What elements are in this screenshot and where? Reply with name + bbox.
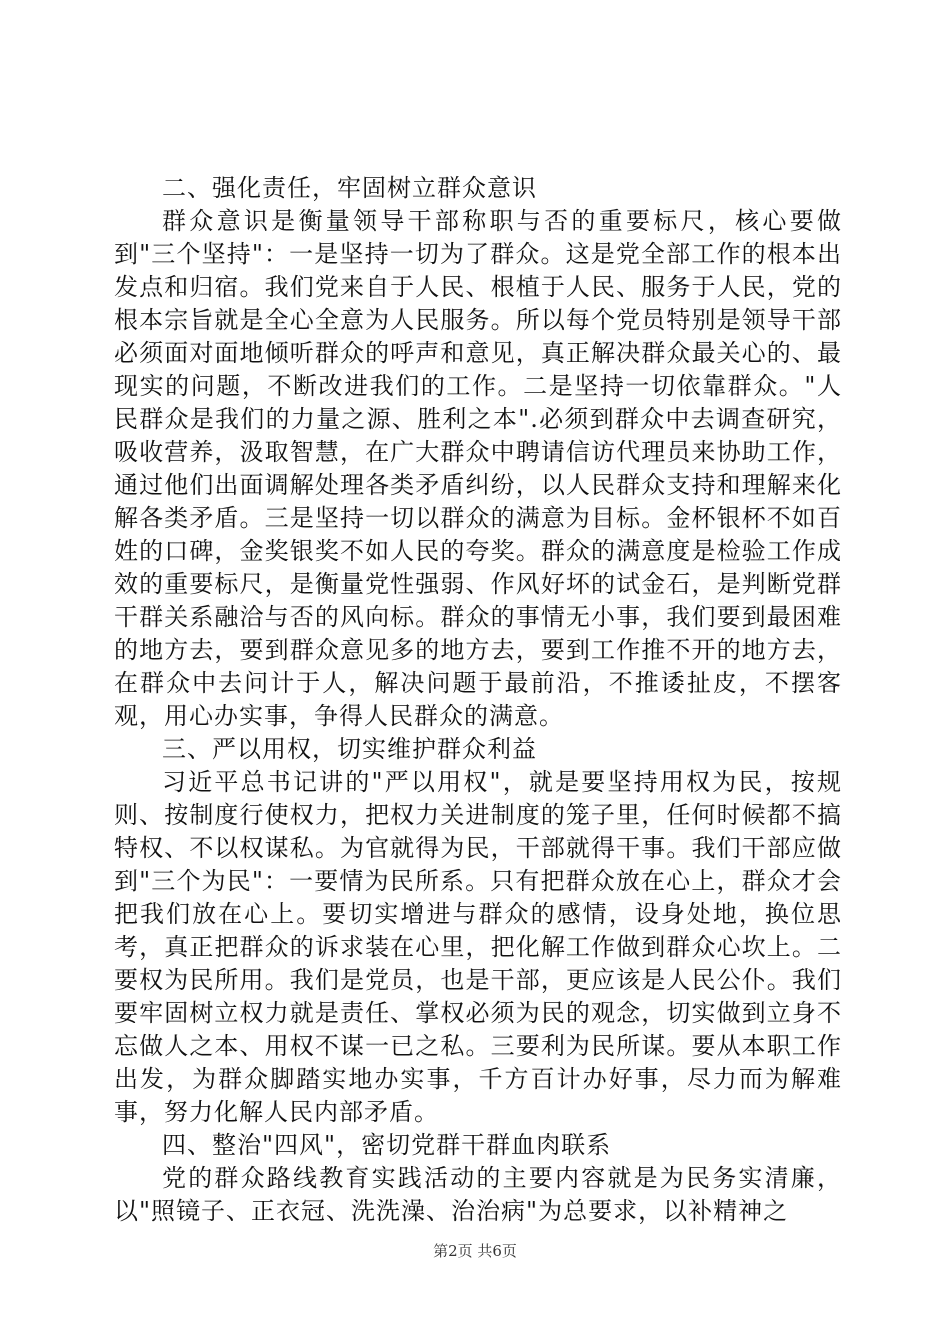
page-footer xyxy=(0,1240,950,1261)
document-body xyxy=(114,172,842,1228)
paragraph-use-of-power: 习近平总书记讲的"严以用权"，就是要坚持用权为民，按规则、按制度行使权力，把权力关进制度的笼子里，任何时候都不搞特权、不以权谋私。为官就得为民，干部就得干事。我们干部应做到"三个为民"：一要情为民所系。只有把群众放在心上，群众才会把我们放在心上。要切实增进与群众的感情，设身处地，换位思考，真正把群众的诉求装在心里，把化解工作做到群众心坎上。二要权为民所用。我们是党员，也是干部，更应该是人民公仆。我们要牢固树立权力就是责任、掌权必须为民的观念，切实做到立身不忘做人之本、用权不谋一已之私。三要利为民所谋。要从本职工作出发，为群众脚踏实地办实事，千方百计办好事，尽力而为解难事，努力化解人民内部矛盾。 xyxy=(114,768,842,1126)
section-heading-2: 二、强化责任，牢固树立群众意识 xyxy=(162,174,537,202)
paragraph-mass-awareness: 群众意识是衡量领导干部称职与否的重要标尺，核心要做到"三个坚持"：一是坚持一切为了群众。这是党全部工作的根本出发点和归宿。我们党来自于人民、根植于人民、服务于人民，党的根本宗旨就是全心全意为人民服务。所以每个党员特别是领导干部必须面对面地倾听群众的呼声和意见，真正解决群众最关心的、最现实的问题，不断改进我们的工作。二是坚持一切依靠群众。"人民群众是我们的力量之源、胜利之本".必须到群众中去调查研究，吸收营养，汲取智慧，在广大群众中聘请信访代理员来协助工作，通过他们出面调解处理各类矛盾纠纷，以人民群众支持和理解来化解各类矛盾。三是坚持一切以群众的满意为目标。金杯银杯不如百姓的口碑，金奖银奖不如人民的夸奖。群众的满意度是检验工作成效的重要标尺，是衡量党性强弱、作风好坏的试金石，是判断党群干群关系融洽与否的风向标。群众的事情无小事，我们要到最困难的地方去，要到群众意见多的地方去，要到工作推不开的地方去，在群众中去问计于人，解决问题于最前沿，不推诿扯皮，不摆客观，用心办实事，争得人民群众的满意。 xyxy=(114,207,842,730)
page-number: 第2页 共6页 xyxy=(433,1242,517,1260)
section-heading-4: 四、整治"四风"，密切党群干群血肉联系 xyxy=(162,1131,612,1159)
section-heading-3: 三、严以用权，切实维护群众利益 xyxy=(162,735,537,763)
paragraph-mass-line: 党的群众路线教育实践活动的主要内容就是为民务实清廉，以"照镜子、正衣冠、洗洗澡、治治病"为总要求，以补精神之 xyxy=(114,1164,842,1225)
